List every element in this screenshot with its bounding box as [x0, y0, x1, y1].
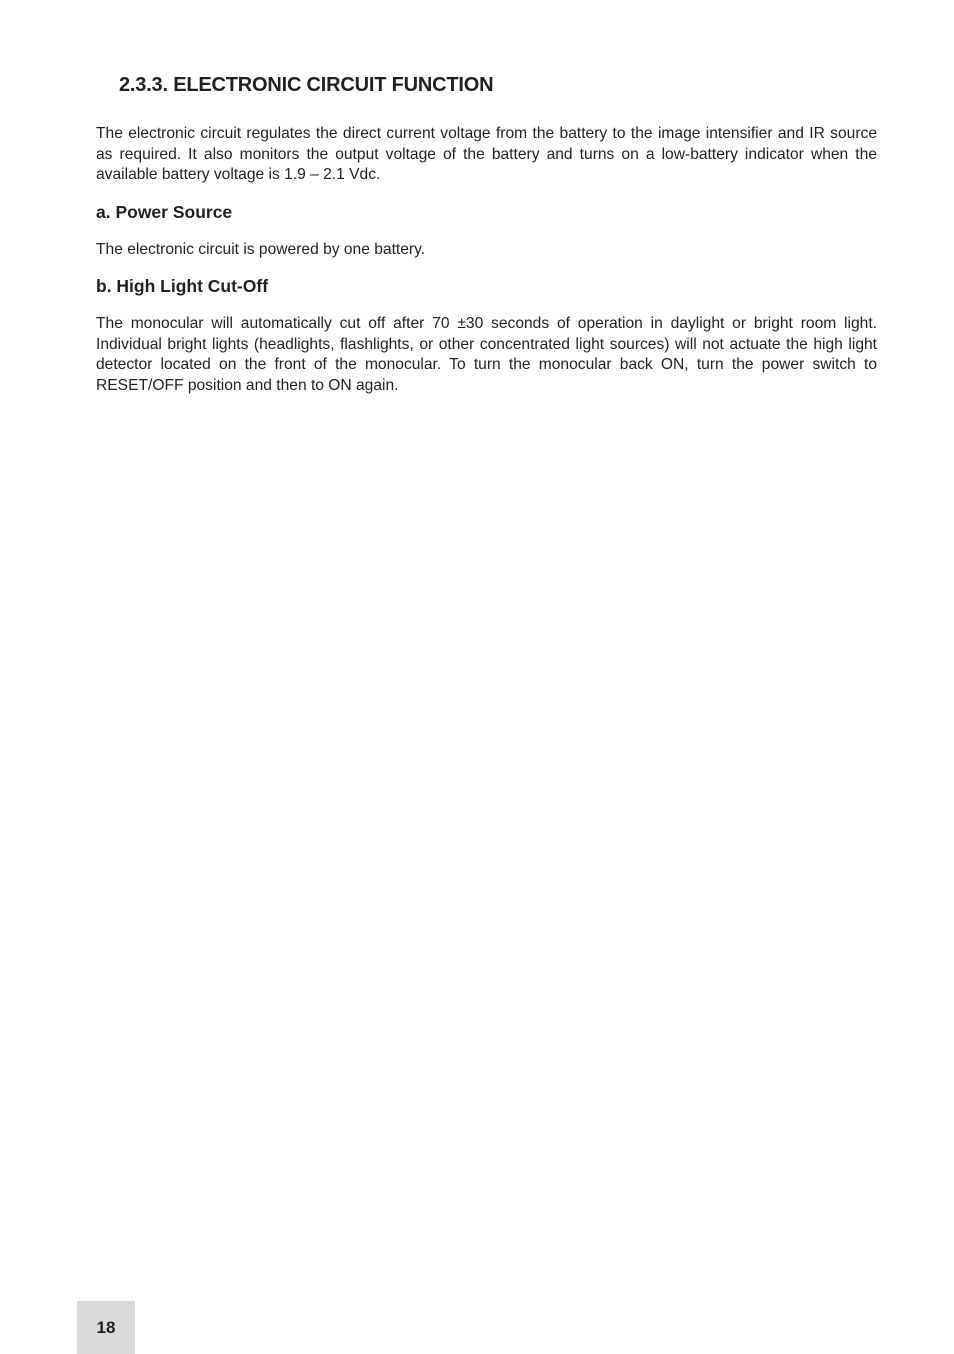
section-content [96, 124, 877, 396]
intro-paragraph: The electronic circuit regulates the direct current voltage from the battery to the image intensifier and IR source as required. It also monitors the output voltage of the battery and turns on a low-battery indicator when the available battery voltage is 1.9 – 2.1 Vdc. [96, 125, 877, 183]
subsection-heading-power-source: a. Power Source [96, 201, 233, 222]
power-source-paragraph: The electronic circuit is powered by one battery. [96, 240, 426, 258]
section-title: 2.3.3. ELECTRONIC CIRCUIT FUNCTION [119, 74, 494, 96]
subsection-heading-high-light-cut-off: b. High Light Cut-Off [96, 276, 269, 296]
page-number-box [77, 1301, 135, 1354]
high-light-cut-off-paragraph: The monocular will automatically cut off after 70 ±30 seconds of operation in daylight or bright room light. Individual bright lights (headlights, flashlights, or other concentrated light sources) will not actuate the high light detector located on the front of the monocular. To turn the monocular back ON, turn the power switch to RESET/OFF position and then to ON again. [96, 315, 877, 394]
page-number: 18 [96, 1317, 116, 1337]
